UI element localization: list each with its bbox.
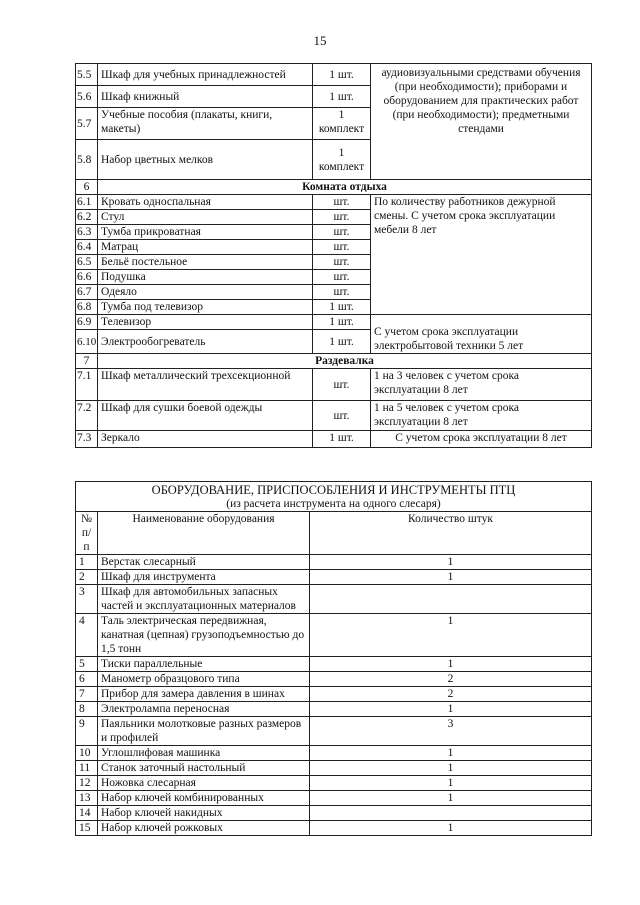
table-row xyxy=(76,315,592,330)
section-number: 6 xyxy=(76,180,98,195)
item-unit: 1 шт. xyxy=(313,330,371,354)
table-title: ОБОРУДОВАНИЕ, ПРИСПОСОБЛЕНИЯ И ИНСТРУМЕНТЫ ПТЦ xyxy=(151,483,516,497)
item-name: Шкаф книжный xyxy=(98,86,313,108)
item-name: Зеркало xyxy=(98,431,313,448)
group6-note-furniture: По количеству работников дежурной смены. С учетом срока эксплуатации мебели 8 лет xyxy=(371,195,592,315)
item-unit: 1 шт. xyxy=(313,64,371,86)
equipment-name: Станок заточный настольный xyxy=(98,761,310,776)
table-row xyxy=(76,672,592,687)
row-number: 7.1 xyxy=(76,369,98,401)
item-name: Тумба под телевизор xyxy=(98,300,313,315)
row-note: 1 на 5 человек с учетом срока эксплуатации 8 лет xyxy=(371,401,592,431)
row-number: 4 xyxy=(76,614,98,657)
row-number: 6.8 xyxy=(76,300,98,315)
equipment-name: Электролампа переносная xyxy=(98,702,310,717)
equipment-quantity: 1 xyxy=(310,776,592,791)
row-number: 15 xyxy=(76,821,98,836)
item-name: Шкаф для сушки боевой одежды xyxy=(98,401,313,431)
row-number: 8 xyxy=(76,702,98,717)
header-name: Наименование оборудования xyxy=(98,512,310,555)
row-number: 6.7 xyxy=(76,285,98,300)
row-number: 9 xyxy=(76,717,98,746)
row-number: 5 xyxy=(76,657,98,672)
table-row xyxy=(76,761,592,776)
equipment-name: Тиски параллельные xyxy=(98,657,310,672)
item-name: Шкаф для учебных принадлежностей xyxy=(98,64,313,86)
header-qty: Количество штук xyxy=(310,512,592,555)
section-number: 7 xyxy=(76,354,98,369)
item-unit: шт. xyxy=(313,270,371,285)
table-row xyxy=(76,585,592,614)
item-unit: шт. xyxy=(313,195,371,210)
table-subtitle: (из расчета инструмента на одного слесаря) xyxy=(226,498,441,510)
equipment-name: Таль электрическая передвижная, канатная (цепная) грузоподъемностью до 1,5 тонн xyxy=(98,614,310,657)
item-name: Матрац xyxy=(98,240,313,255)
row-number: 7.3 xyxy=(76,431,98,448)
row-number: 6 xyxy=(76,672,98,687)
equipment-name: Шкаф для инструмента xyxy=(98,570,310,585)
row-number: 5.6 xyxy=(76,86,98,108)
equipment-name: Набор ключей накидных xyxy=(98,806,310,821)
table-row xyxy=(76,687,592,702)
row-number: 11 xyxy=(76,761,98,776)
table-row xyxy=(76,195,592,210)
section-row xyxy=(76,354,592,369)
equipment-name: Шкаф для автомобильных запасных частей и эксплуатационных материалов xyxy=(98,585,310,614)
item-unit: 1 комплект xyxy=(313,108,371,140)
equipment-quantity: 2 xyxy=(310,672,592,687)
item-unit: 1 шт. xyxy=(313,431,371,448)
item-unit: шт. xyxy=(313,285,371,300)
row-number: 14 xyxy=(76,806,98,821)
header-num: № п/п xyxy=(76,512,98,555)
table-row xyxy=(76,702,592,717)
row-number: 12 xyxy=(76,776,98,791)
equipment-quantity: 3 xyxy=(310,717,592,746)
equipment-name: Паяльники молотковые разных размеров и профилей xyxy=(98,717,310,746)
table-row xyxy=(76,717,592,746)
table-row xyxy=(76,570,592,585)
section-title: Раздевалка xyxy=(98,354,592,369)
equipment-quantity: 1 xyxy=(310,555,592,570)
row-number: 7.2 xyxy=(76,401,98,431)
row-number: 6.6 xyxy=(76,270,98,285)
item-name: Электрообогреватель xyxy=(98,330,313,354)
table-row xyxy=(76,776,592,791)
item-name: Тумба прикроватная xyxy=(98,225,313,240)
equipment-name: Углошлифовая машинка xyxy=(98,746,310,761)
table-row xyxy=(76,555,592,570)
row-number: 10 xyxy=(76,746,98,761)
row-number: 6.2 xyxy=(76,210,98,225)
equipment-quantity: 1 xyxy=(310,614,592,657)
equipment-quantity: 1 xyxy=(310,761,592,776)
furniture-table xyxy=(75,63,592,448)
row-number: 5.8 xyxy=(76,140,98,180)
item-unit: шт. xyxy=(313,255,371,270)
row-number: 13 xyxy=(76,791,98,806)
item-unit: шт. xyxy=(313,225,371,240)
item-unit: 1 шт. xyxy=(313,86,371,108)
table-row xyxy=(76,64,592,86)
item-unit: 1 комплект xyxy=(313,140,371,180)
row-number: 6.10 xyxy=(76,330,98,354)
equipment-quantity: 1 xyxy=(310,821,592,836)
group5-note: аудиовизуальными средствами обучения (при необходимости); приборами и оборудованием для практических работ (при необходимости); предметными стендами xyxy=(371,64,592,180)
item-name: Подушка xyxy=(98,270,313,285)
item-name: Учебные пособия (плакаты, книги, макеты) xyxy=(98,108,313,140)
item-name: Кровать односпальная xyxy=(98,195,313,210)
table-row xyxy=(76,657,592,672)
equipment-quantity: 1 xyxy=(310,657,592,672)
table-row xyxy=(76,369,592,401)
row-note: 1 на 3 человек с учетом срока эксплуатации 8 лет xyxy=(371,369,592,401)
equipment-quantity: 1 xyxy=(310,570,592,585)
table-title-row xyxy=(76,482,592,512)
row-number: 2 xyxy=(76,570,98,585)
item-unit: шт. xyxy=(313,369,371,401)
equipment-quantity xyxy=(310,806,592,821)
equipment-name: Ножовка слесарная xyxy=(98,776,310,791)
row-number: 7 xyxy=(76,687,98,702)
item-unit: шт. xyxy=(313,401,371,431)
page-number: 15 xyxy=(313,33,327,48)
equipment-name: Верстак слесарный xyxy=(98,555,310,570)
table-row xyxy=(76,821,592,836)
item-name: Набор цветных мелков xyxy=(98,140,313,180)
row-number: 6.9 xyxy=(76,315,98,330)
group6-note-appliances: С учетом срока эксплуатации электробытовой техники 5 лет xyxy=(371,315,592,354)
row-number: 3 xyxy=(76,585,98,614)
item-name: Стул xyxy=(98,210,313,225)
table-row xyxy=(76,431,592,448)
item-unit: шт. xyxy=(313,210,371,225)
item-name: Телевизор xyxy=(98,315,313,330)
item-unit: шт. xyxy=(313,240,371,255)
section-row xyxy=(76,180,592,195)
row-number: 6.4 xyxy=(76,240,98,255)
row-number: 6.1 xyxy=(76,195,98,210)
section-title: Комната отдыха xyxy=(98,180,592,195)
equipment-name: Манометр образцового типа xyxy=(98,672,310,687)
table-row xyxy=(76,746,592,761)
equipment-name: Прибор для замера давления в шинах xyxy=(98,687,310,702)
item-name: Шкаф металлический трехсекционной xyxy=(98,369,313,401)
row-number: 6.5 xyxy=(76,255,98,270)
row-number: 5.5 xyxy=(76,64,98,86)
equipment-table xyxy=(75,481,592,836)
table-row xyxy=(76,791,592,806)
equipment-name: Набор ключей комбинированных xyxy=(98,791,310,806)
item-unit: 1 шт. xyxy=(313,315,371,330)
equipment-quantity: 1 xyxy=(310,791,592,806)
equipment-quantity: 1 xyxy=(310,702,592,717)
equipment-quantity: 2 xyxy=(310,687,592,702)
row-number: 1 xyxy=(76,555,98,570)
table-row xyxy=(76,806,592,821)
row-number: 5.7 xyxy=(76,108,98,140)
table-row xyxy=(76,614,592,657)
item-name: Одеяло xyxy=(98,285,313,300)
item-name: Бельё постельное xyxy=(98,255,313,270)
equipment-name: Набор ключей рожковых xyxy=(98,821,310,836)
table-row xyxy=(76,401,592,431)
equipment-quantity: 1 xyxy=(310,746,592,761)
item-unit: 1 шт. xyxy=(313,300,371,315)
row-note: С учетом срока эксплуатации 8 лет xyxy=(371,431,592,448)
table-header-row xyxy=(76,512,592,555)
row-number: 6.3 xyxy=(76,225,98,240)
equipment-quantity xyxy=(310,585,592,614)
